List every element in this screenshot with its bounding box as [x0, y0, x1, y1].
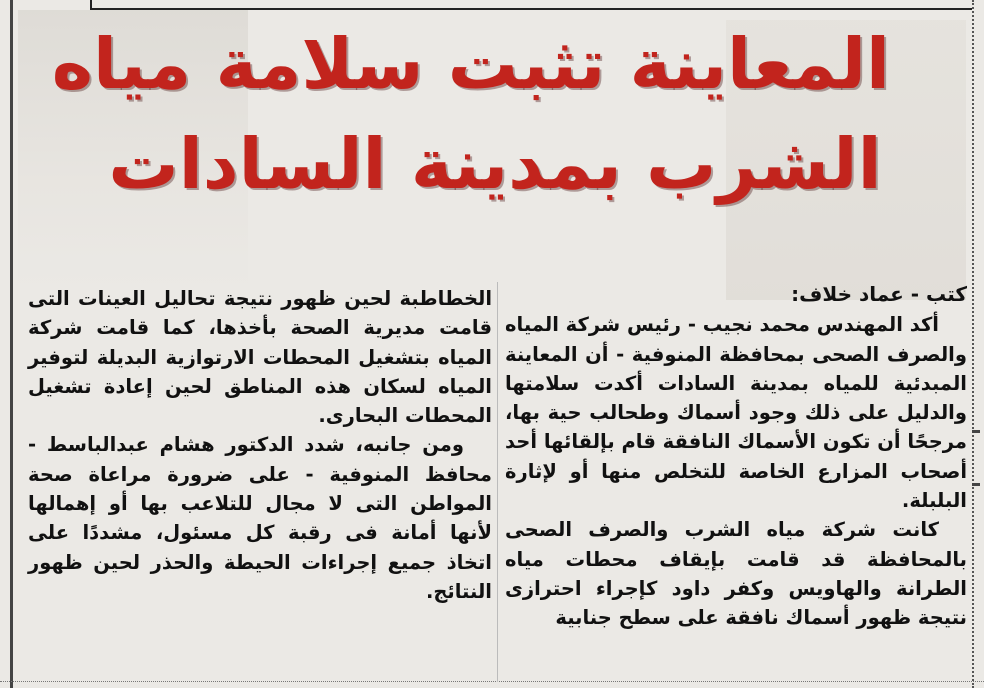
article-paragraph: أكد المهندس محمد نجيب - رئيس شركة المياه والصرف الصحى بمحافظة المنوفية - أن المعاينة المبدئية للمياه بمدينة السادات أكدت سلامتها والدليل على ذلك وجود أسماك وطحالب حية بها، مرجحًا أن تكون الأسماك النافقة قام بإلقائها أحد أصحاب المزارع الخاصة للتخلص منها أو لإثارة البلبلة. [505, 313, 967, 513]
article-column-right [505, 280, 967, 633]
headline-line-2: الشرب بمدينة السادات [108, 123, 882, 205]
right-border [972, 0, 984, 688]
column-divider [497, 282, 498, 682]
headline-line-1: المعاينة تثبت سلامة مياه [51, 23, 890, 105]
left-border [0, 0, 13, 688]
article-paragraph: الخطاطبة لحين ظهور نتيجة تحاليل العينات التى قامت مديرية الصحة بأخذها، كما قامت شركة المياه بتشغيل المحطات الارتوازية البديلة لتوفير المياه لسكان هذه المناطق لحين إعادة تشغيل المحطات البحارى. [28, 287, 492, 428]
article-headline [51, 14, 890, 214]
article-paragraph: ومن جانبه، شدد الدكتور هشام عبدالباسط - محافظ المنوفية - على ضرورة مراعاة صحة المواطن التى لا مجال للتلاعب بها أو إهمالها لأنها أمانة فى رقبة كل مسئول، مشددًا على اتخاذ جميع إجراءات الحيطة والحذر لحين ظهور النتائج. [28, 433, 492, 603]
edge-marks [972, 430, 980, 486]
article-byline: كتب - عماد خلاف: [791, 282, 967, 306]
article-column-left [28, 284, 492, 606]
top-border [90, 0, 972, 10]
bottom-border [0, 681, 984, 688]
article-paragraph: كانت شركة مياه الشرب والصرف الصحى بالمحافظة قد قامت بإيقاف محطات مياه الطرانة والهاويس وكفر داود كإجراء احترازى نتيجة ظهور أسماك نافقة على سطح جنابية [505, 518, 967, 630]
